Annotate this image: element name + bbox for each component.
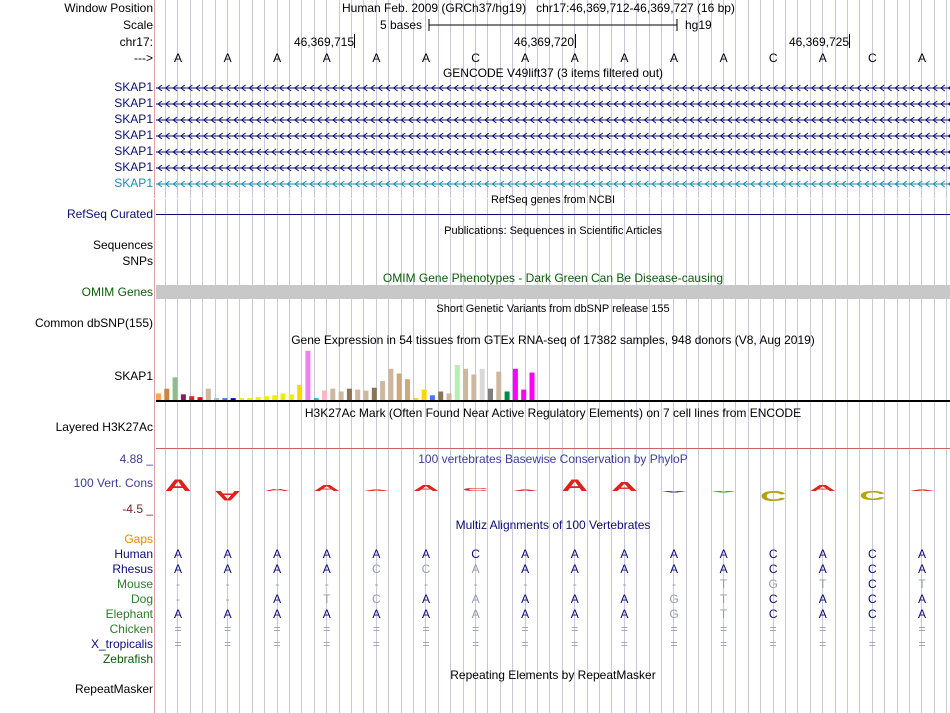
window-position-label: Window Position [64,1,153,15]
alignment-base: A [372,547,381,561]
window-position-value[interactable]: Human Feb. 2009 (GRCh37/hg19) chr17:46,369,712-46,369,727 (16 bp) [342,1,735,15]
scale-assembly: hg19 [685,18,712,32]
alignment-base: = [769,637,777,651]
repeatmasker-label[interactable]: RepeatMasker [74,682,153,696]
gencode-title[interactable]: GENCODE V49lift37 (3 items filtered out) [442,66,664,80]
alignment-base: T [918,577,926,591]
omim-feature-bar[interactable] [156,285,950,299]
gencode-gene-label[interactable]: SKAP1 [114,112,153,126]
alignment-base: A [273,607,282,621]
alignment-base: A [719,547,728,561]
coord-tick-2 [575,34,576,48]
gtex-tissue-bar [305,351,310,400]
base-letter: A [322,51,331,65]
gtex-tissue-bar [173,377,178,400]
species-label[interactable]: Mouse [116,577,153,591]
gencode-gene-label[interactable]: SKAP1 [114,128,153,142]
gtex-tissue-bar [480,369,485,400]
base-letter: A [173,51,182,65]
gencode-gene-label[interactable]: SKAP1 [114,160,153,174]
gtex-tissue-bar [297,385,302,400]
cons-logo-letter: A [660,490,688,493]
alignment-base: - [374,577,379,591]
alignment-base: C [768,607,778,621]
alignment-base: = [720,622,728,636]
gtex-tissue-bar [181,394,186,400]
alignment-base: C [868,607,877,621]
publications-title[interactable]: Publications: Sequences in Scientific Articles [444,225,662,237]
cons-logo-letter: A [313,483,340,493]
alignment-base: = [472,622,480,636]
repeatmasker-title[interactable]: Repeating Elements by RepeatMasker [450,668,656,682]
gencode-gene-label[interactable]: SKAP1 [114,144,153,158]
species-label[interactable]: Rhesus [112,562,153,576]
gtex-tissue-bar [455,365,460,400]
gencode-gene-feature[interactable] [156,162,950,176]
cons-logo-letter: A [412,483,440,493]
alignment-base: = [372,637,380,651]
alignment-base: C [868,562,877,576]
alignment-base: = [819,637,827,651]
gencode-gene-label[interactable]: SKAP1 [114,176,153,190]
cons-logo-letter: A [908,489,936,492]
alignment-base: - [275,577,280,591]
coord-label-1: 46,369,715 [293,35,354,49]
cons-logo-letter: A [809,483,836,493]
alignment-base: C [868,577,877,591]
cons-min-label: -4.5 _ [122,502,153,516]
gtex-tissue-bar [198,397,203,400]
gtex-tissue-bar [513,369,518,400]
cons-max-label: 4.88 _ [119,452,153,466]
alignment-base: A [223,607,232,621]
alignment-base: = [521,637,529,651]
base-letter: A [917,51,926,65]
alignment-base: G [669,592,679,606]
alignment-base: A [322,562,331,576]
alignment-base: = [372,622,380,636]
cons-logo-letter: A [710,490,737,493]
alignment-base: A [570,562,579,576]
alignment-base: A [818,547,827,561]
cons-logo-letter: A [561,476,588,496]
alignment-base: = [918,622,926,636]
alignment-base: - [672,577,676,591]
alignment-base: = [174,637,182,651]
gencode-gene-label[interactable]: SKAP1 [114,80,153,94]
gtex-tissue-bar [355,390,360,400]
base-letter: A [223,51,232,65]
alignment-base: = [472,637,480,651]
gtex-tissue-bar [247,398,252,400]
gtex-tissue-bar [388,369,393,400]
h3k27ac-title[interactable]: H3K27Ac Mark (Often Found Near Active Regulatory Elements) on 7 cell lines from ENCODE [304,406,802,420]
gtex-tissue-bar [397,374,402,400]
gtex-tissue-bar [239,398,244,400]
gtex-tissue-bar [413,398,418,400]
gtex-label[interactable]: SKAP1 [114,369,153,383]
alignment-base: = [174,622,182,636]
species-label[interactable]: X_tropicalis [90,637,153,651]
base-letter: A [620,51,629,65]
cons-logo-letter: C [859,488,886,503]
chrom-label: chr17: [119,35,153,49]
alignment-base: = [918,637,926,651]
alignment-base: A [223,547,232,561]
gtex-tissue-bar [222,398,227,400]
alignment-base: C [471,547,480,561]
alignment-base: A [471,562,480,576]
alignment-base: T [323,592,331,606]
alignment-base: A [620,592,629,606]
alignment-base: = [422,622,430,636]
alignment-base: C [372,592,381,606]
base-letter: A [521,51,530,65]
gtex-tissue-bar [289,394,294,400]
gtex-tissue-bar [256,397,261,400]
alignment-base: T [719,592,728,606]
cons-logo-letter: A [363,489,390,492]
alignment-base: A [620,607,629,621]
alignment-base: - [324,577,329,591]
species-label[interactable]: Elephant [105,607,153,621]
alignment-base: - [473,577,478,591]
alignment-base: C [768,562,778,576]
gtex-tissue-bar [530,373,535,400]
gtex-tissue-bar [322,391,327,400]
alignment-base: = [620,637,628,651]
refseq-feature-line[interactable] [156,214,950,215]
alignment-base: = [521,622,529,636]
alignment-base: A [669,547,678,561]
base-letter: A [818,51,827,65]
alignment-base: - [225,592,230,606]
alignment-base: T [819,577,827,591]
alignment-base: = [571,622,579,636]
gtex-tissue-bar [430,395,435,400]
alignment-base: A [917,607,926,621]
alignment-base: A [570,547,579,561]
gtex-tissue-bar [471,374,476,400]
alignment-base: A [620,562,629,576]
gtex-tissue-bar [189,396,194,400]
alignment-base: A [521,607,530,621]
cons-logo-letter: C [760,487,787,505]
alignment-base: A [917,547,926,561]
alignment-base: = [620,622,628,636]
multiz-title[interactable]: Multiz Alignments of 100 Vertebrates [455,518,651,532]
alignment-base: = [769,622,777,636]
gtex-bar-chart[interactable] [156,348,950,404]
alignment-base: - [622,577,627,591]
gencode-gene-feature[interactable] [156,146,950,160]
alignment-base: = [670,637,678,651]
h3k27ac-label[interactable]: Layered H3K27Ac [55,420,153,434]
gtex-tissue-bar [521,390,526,400]
gtex-tissue-bar [364,391,369,400]
species-label[interactable]: Dog [130,592,153,606]
cons-logo-letter: A [611,479,638,494]
species-label[interactable]: Chicken [109,622,153,636]
alignment-base: A [917,562,926,576]
alignment-base: A [818,607,827,621]
gtex-tissue-bar [405,379,410,400]
alignment-base: A [273,592,282,606]
gtex-tissue-bar [347,389,352,400]
alignment-base: A [521,562,530,576]
alignment-base: A [471,592,480,606]
cons-logo-letter: A [512,489,539,492]
snps-label[interactable]: SNPs [122,254,153,268]
gtex-tissue-bar [339,391,344,400]
dbsnp-title[interactable]: Short Genetic Variants from dbSNP release 155 [436,303,670,315]
alignment-base: A [719,562,728,576]
alignment-base: A [521,547,530,561]
dbsnp-label[interactable]: Common dbSNP(155) [34,316,153,330]
species-label[interactable]: Human [114,547,153,561]
base-letter: A [372,51,381,65]
alignment-base: A [322,547,331,561]
alignment-base: A [273,547,282,561]
alignment-base: A [173,607,182,621]
alignment-base: A [669,562,678,576]
h3k27ac-baseline [156,448,950,449]
alignment-base: A [322,607,331,621]
alignment-base: A [173,547,182,561]
alignment-base: A [917,592,926,606]
gtex-tissue-bar [488,389,493,400]
strand-label: ---> [134,51,153,65]
gtex-tissue-bar [314,398,319,400]
cons-logo-letter: A [164,476,192,496]
alignment-base: T [719,577,728,591]
gencode-gene-label[interactable]: SKAP1 [114,96,153,110]
alignment-base: A [818,592,827,606]
gtex-tissue-bar [272,395,277,400]
alignment-base: A [471,607,480,621]
alignment-base: = [422,637,430,651]
alignment-base: = [273,637,281,651]
alignment-base: - [225,577,230,591]
scale-value: 5 bases [380,18,423,32]
cons-logo-letter: C [462,487,489,492]
alignment-base: C [768,547,778,561]
scale-label: Scale [122,18,153,32]
alignment-base: C [421,562,431,576]
alignment-base: = [273,622,281,636]
gtex-tissue-bar [231,398,236,400]
alignment-base: C [372,562,381,576]
alignment-base: = [323,637,331,651]
base-letter: C [471,51,480,65]
base-letter: C [868,51,877,65]
alignment-base: C [768,592,778,606]
alignment-base: G [768,577,778,591]
alignment-base: A [421,607,430,621]
alignment-base: A [818,562,827,576]
base-letter: C [768,51,778,65]
gtex-tissue-bar [496,372,501,400]
scale-bar [428,17,680,33]
gencode-gene-feature[interactable] [156,98,950,112]
gtex-tissue-bar [505,391,510,400]
gtex-tissue-bar [214,398,219,400]
alignment-base: - [176,577,180,591]
gtex-title[interactable]: Gene Expression in 54 tissues from GTEx RNA-seq of 17382 samples, 948 donors (V8, Aug 2019) [291,333,815,347]
coord-label-2: 46,369,720 [513,35,574,49]
gencode-gene-feature[interactable] [156,82,950,96]
alignment-base: C [868,547,877,561]
sequences-label[interactable]: Sequences [92,238,153,252]
species-label[interactable]: Zebrafish [102,652,153,666]
alignment-base: A [521,592,530,606]
alignment-base: = [224,622,232,636]
cons-logo-track[interactable] [156,466,950,506]
cons-logo-letter: A [214,488,241,504]
alignment-base: A [620,547,629,561]
coord-tick-1 [354,34,355,48]
base-letter: A [273,51,282,65]
alignment-base: G [669,607,679,621]
alignment-base: A [223,562,232,576]
base-letter: A [421,51,430,65]
omim-title[interactable]: OMIM Gene Phenotypes - Dark Green Can Be Disease-causing [382,271,724,285]
alignment-base: A [173,562,182,576]
base-letter: A [719,51,728,65]
alignment-base: - [176,592,180,606]
gtex-tissue-bar [372,388,377,400]
gtex-tissue-bar [330,389,335,400]
cons-title[interactable]: 100 vertebrates Basewise Conservation by PhyloP [418,452,688,466]
alignment-base: C [868,592,877,606]
alignment-base: A [273,562,282,576]
alignment-base: = [868,622,876,636]
cons-logo-letter: A [264,488,291,492]
alignment-base: - [523,577,528,591]
alignment-base: = [720,637,728,651]
gaps-label[interactable]: Gaps [124,532,153,546]
alignment-base: - [572,577,577,591]
alignment-base: T [719,607,728,621]
gencode-gene-feature[interactable] [156,114,950,128]
gtex-tissue-bar [380,381,385,400]
coord-label-3: 46,369,725 [788,35,849,49]
gencode-gene-feature[interactable] [156,130,950,144]
alignment-base: = [323,622,331,636]
gtex-tissue-bar [156,393,161,400]
coord-tick-3 [849,34,850,48]
alignment-base: A [421,547,430,561]
alignment-base: = [224,637,232,651]
alignment-base: = [868,637,876,651]
alignment-base: = [571,637,579,651]
omim-label[interactable]: OMIM Genes [81,285,153,299]
alignment-base: = [819,622,827,636]
gtex-tissue-bar [422,390,427,400]
alignment-base: = [670,622,678,636]
gtex-tissue-bar [206,389,211,400]
gencode-gene-feature[interactable] [156,178,950,192]
alignment-base: A [372,607,381,621]
alignment-base: A [570,592,579,606]
base-letter: A [570,51,579,65]
alignment-base: - [424,577,428,591]
alignment-base: A [421,592,430,606]
gtex-tissue-bar [164,389,169,400]
gtex-tissue-bar [463,369,468,400]
refseq-title[interactable]: RefSeq genes from NCBI [490,194,616,206]
cons-label[interactable]: 100 Vert. Cons [73,476,153,490]
gtex-tissue-bar [447,393,452,400]
alignment-base: A [570,607,579,621]
refseq-label[interactable]: RefSeq Curated [66,207,153,221]
base-letter: A [669,51,678,65]
gtex-tissue-bar [438,391,443,400]
gtex-tissue-bar [264,396,269,400]
gtex-tissue-bar [281,393,286,400]
